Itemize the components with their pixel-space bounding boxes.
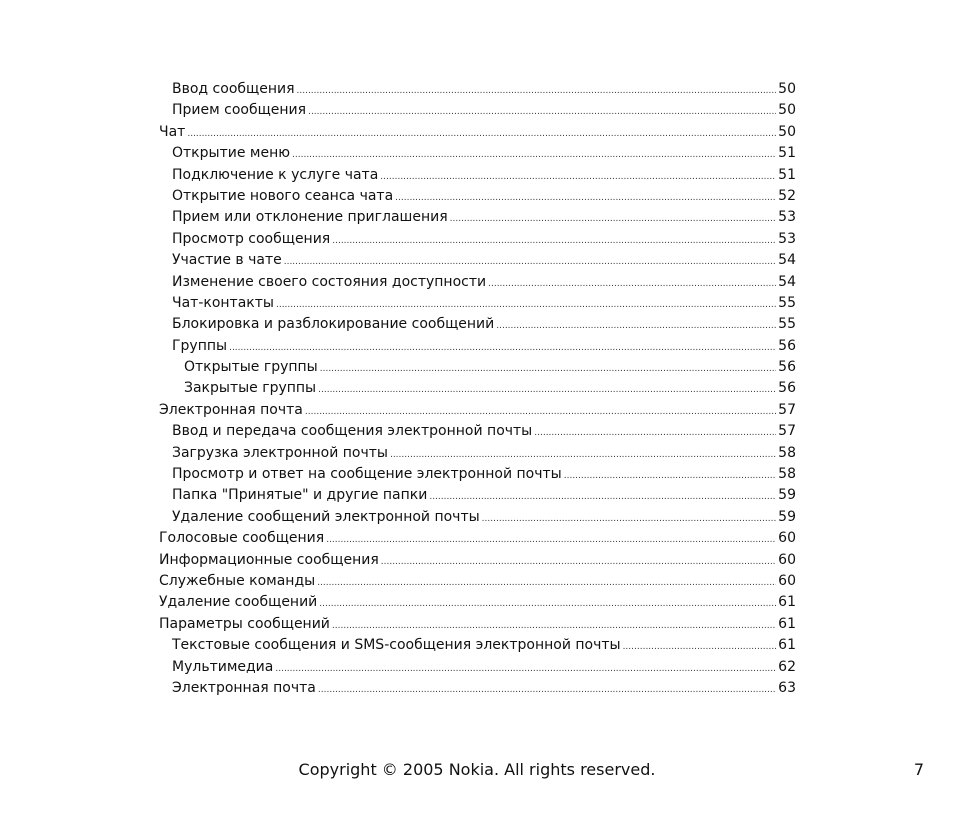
dot-leader xyxy=(187,124,776,145)
toc-entry[interactable] xyxy=(159,614,796,635)
toc-entry[interactable] xyxy=(159,443,796,464)
toc-entry-page: 60 xyxy=(778,551,796,568)
toc-entry-page: 58 xyxy=(778,444,796,461)
toc-entry-page: 63 xyxy=(778,679,796,696)
toc-entry-page: 61 xyxy=(778,615,796,632)
dot-leader xyxy=(564,466,776,487)
toc-entry-title: Электронная почта xyxy=(159,401,303,418)
toc-entry-page: 56 xyxy=(778,337,796,354)
toc-entry-page: 55 xyxy=(778,294,796,311)
toc-entry-page: 51 xyxy=(778,166,796,183)
toc-entry-title: Загрузка электронной почты xyxy=(172,444,388,461)
toc-entry-title: Текстовые сообщения и SMS-сообщения электронной почты xyxy=(172,637,621,654)
toc-entry-title: Просмотр сообщения xyxy=(172,230,331,247)
toc-entry-page: 60 xyxy=(778,530,796,547)
toc-entry-page: 51 xyxy=(778,145,796,162)
toc-entry-title: Изменение своего состояния доступности xyxy=(172,273,487,290)
dot-leader xyxy=(429,487,776,508)
dot-leader xyxy=(390,445,776,466)
dot-leader xyxy=(395,188,776,209)
toc-entry[interactable] xyxy=(159,79,796,100)
toc-entry-page: 62 xyxy=(778,658,796,675)
toc-entry-title: Группы xyxy=(172,337,228,354)
dot-leader xyxy=(276,295,776,316)
toc-entry[interactable] xyxy=(159,293,796,314)
toc-entry[interactable] xyxy=(159,314,796,335)
dot-leader xyxy=(308,102,776,123)
dot-leader xyxy=(332,616,776,637)
dot-leader xyxy=(381,552,776,573)
toc-entry[interactable] xyxy=(159,571,796,592)
toc-entry-page: 61 xyxy=(778,594,796,611)
toc-entry[interactable] xyxy=(159,100,796,121)
toc-entry-page: 56 xyxy=(778,359,796,376)
dot-leader xyxy=(326,530,776,551)
dot-leader xyxy=(380,167,776,188)
toc-entry[interactable] xyxy=(159,528,796,549)
toc-entry-page: 52 xyxy=(778,187,796,204)
dot-leader xyxy=(496,316,776,337)
toc-entry-page: 58 xyxy=(778,466,796,483)
toc-entry-page: 61 xyxy=(778,637,796,654)
toc-entry-title: Открытие меню xyxy=(172,145,291,162)
toc-entry[interactable] xyxy=(159,464,796,485)
toc-entry[interactable] xyxy=(159,485,796,506)
toc-entry[interactable] xyxy=(159,250,796,271)
toc-entry[interactable] xyxy=(159,507,796,528)
toc-entry[interactable] xyxy=(159,357,796,378)
toc-entry-title: Прием или отклонение приглашения xyxy=(172,209,448,226)
table-of-contents xyxy=(159,79,796,699)
dot-leader xyxy=(623,637,776,658)
toc-entry-page: 59 xyxy=(778,508,796,525)
toc-entry[interactable] xyxy=(159,122,796,143)
copyright-notice: Copyright © 2005 Nokia. All rights reserved. xyxy=(298,760,656,779)
toc-entry-page: 53 xyxy=(778,230,796,247)
toc-entry-title: Ввод и передача сообщения электронной почты xyxy=(172,423,533,440)
dot-leader xyxy=(317,573,776,594)
dot-leader xyxy=(318,680,776,701)
toc-entry[interactable] xyxy=(159,229,796,250)
dot-leader xyxy=(534,423,776,444)
dot-leader xyxy=(292,145,776,166)
toc-entry-title: Удаление сообщений xyxy=(159,594,318,611)
toc-entry[interactable] xyxy=(159,272,796,293)
page-number: 7 xyxy=(913,760,924,779)
dot-leader xyxy=(229,338,776,359)
toc-entry[interactable] xyxy=(159,378,796,399)
toc-entry-title: Открытые группы xyxy=(184,359,318,376)
toc-entry[interactable] xyxy=(159,165,796,186)
dot-leader xyxy=(450,209,776,230)
toc-entry-title: Ввод сообщения xyxy=(172,81,295,97)
toc-entry-title: Электронная почта xyxy=(172,679,316,696)
toc-entry-page: 54 xyxy=(778,252,796,269)
toc-entry-title: Блокировка и разблокирование сообщений xyxy=(172,316,495,333)
dot-leader xyxy=(275,659,776,680)
toc-entry-page: 57 xyxy=(778,423,796,440)
toc-entry-title: Просмотр и ответ на сообщение электронной почты xyxy=(172,466,562,483)
toc-entry[interactable] xyxy=(159,207,796,228)
toc-entry-page: 55 xyxy=(778,316,796,333)
toc-entry-title: Информационные сообщения xyxy=(159,551,379,568)
toc-entry[interactable] xyxy=(159,336,796,357)
toc-entry-page: 59 xyxy=(778,487,796,504)
toc-entry-title: Служебные команды xyxy=(159,572,316,589)
toc-entry[interactable] xyxy=(159,592,796,613)
toc-entry-title: Подключение к услуге чата xyxy=(172,166,379,183)
toc-entry[interactable] xyxy=(159,678,796,699)
dot-leader xyxy=(332,231,776,252)
toc-entry-title: Участие в чате xyxy=(172,252,282,269)
dot-leader xyxy=(320,359,776,380)
dot-leader xyxy=(297,81,777,102)
toc-entry-page: 50 xyxy=(778,81,796,97)
toc-entry-page: 57 xyxy=(778,401,796,418)
toc-entry[interactable] xyxy=(159,186,796,207)
toc-entry[interactable] xyxy=(159,550,796,571)
toc-entry-page: 50 xyxy=(778,123,796,140)
dot-leader xyxy=(305,402,776,423)
toc-entry-title: Чат xyxy=(159,123,186,140)
toc-entry[interactable] xyxy=(159,143,796,164)
toc-entry-page: 50 xyxy=(778,102,796,119)
toc-entry-title: Закрытые группы xyxy=(184,380,317,397)
toc-entry[interactable] xyxy=(159,400,796,421)
toc-entry[interactable] xyxy=(159,421,796,442)
toc-entry-title: Прием сообщения xyxy=(172,102,307,119)
dot-leader xyxy=(318,380,776,401)
dot-leader xyxy=(319,594,776,615)
toc-entry-title: Открытие нового сеанса чата xyxy=(172,187,394,204)
toc-entry-page: 56 xyxy=(778,380,796,397)
toc-entry[interactable] xyxy=(159,635,796,656)
toc-entry-title: Параметры сообщений xyxy=(159,615,330,632)
toc-entry-title: Чат-контакты xyxy=(172,294,274,311)
dot-leader xyxy=(488,274,776,295)
toc-entry-title: Мультимедиа xyxy=(172,658,274,675)
toc-entry-page: 54 xyxy=(778,273,796,290)
toc-entry-title: Удаление сообщений электронной почты xyxy=(172,508,480,525)
toc-entry-title: Папка "Принятые" и другие папки xyxy=(172,487,428,504)
toc-entry[interactable] xyxy=(159,657,796,678)
toc-entry-page: 53 xyxy=(778,209,796,226)
toc-entry-page: 60 xyxy=(778,572,796,589)
toc-entry-title: Голосовые сообщения xyxy=(159,530,325,547)
dot-leader xyxy=(482,509,776,530)
dot-leader xyxy=(284,252,776,273)
